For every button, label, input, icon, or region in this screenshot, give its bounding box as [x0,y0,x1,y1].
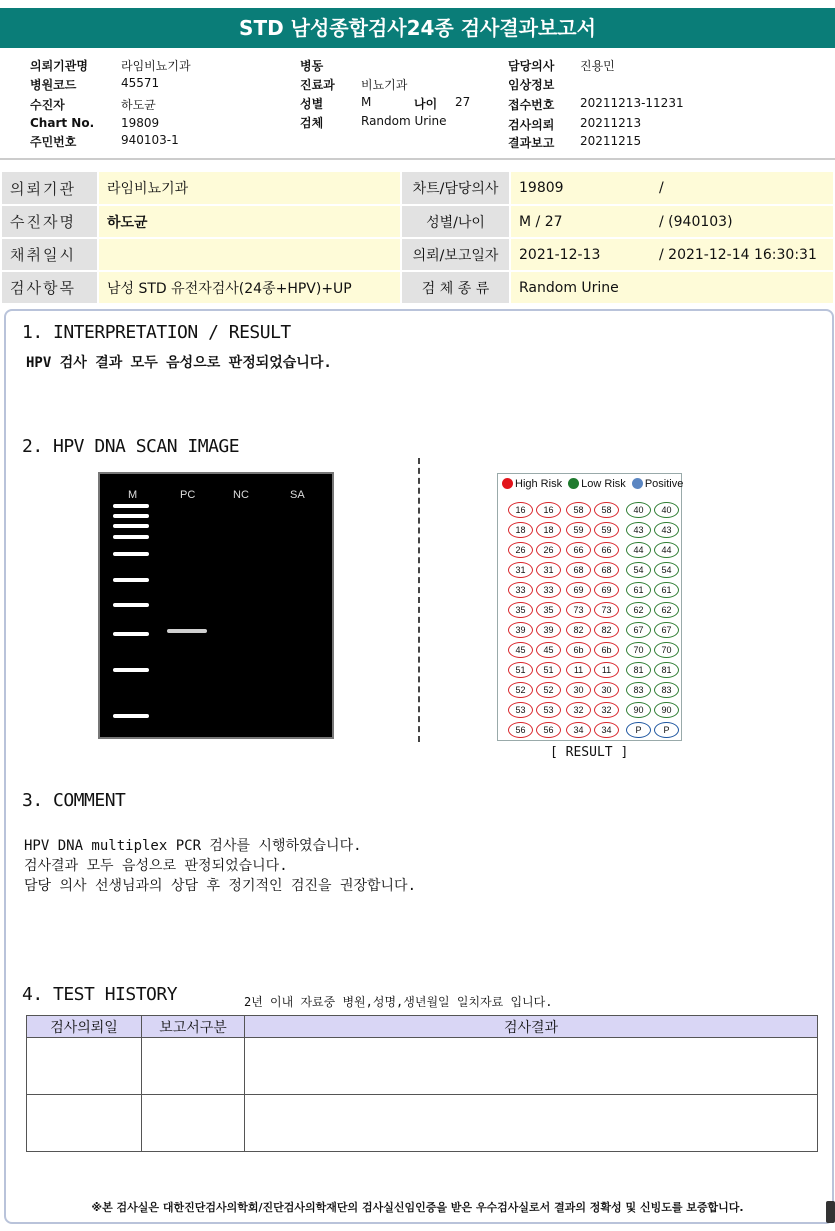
header-label: 검체 [300,116,324,130]
probe-oval: 69 [594,582,619,598]
comment-block [24,836,416,896]
header-value: 20211213-11231 [580,96,684,110]
probe-oval: 82 [594,622,619,638]
ladder-band [113,578,149,582]
divider-dashed [418,458,420,742]
section-title-history: 4. TEST HISTORY [22,984,178,1005]
probe-oval: 31 [536,562,561,578]
probe-oval: 32 [566,702,591,718]
comment-line: 담당 의사 선생님과의 상담 후 정기적인 검진을 권장합니다. [24,878,417,894]
gel-lane-label: PC [180,489,196,501]
probe-oval: 81 [626,662,651,678]
info-value: 라임비뇨기과 [98,172,401,205]
header-label: 담당의사 [508,59,555,73]
header-label: 병동 [300,59,324,73]
table-row [27,1095,818,1152]
probe-oval: 51 [508,662,533,678]
info-value [510,238,833,271]
high-risk-dot-icon [502,478,513,489]
probe-oval: 73 [594,602,619,618]
probe-oval: 30 [594,682,619,698]
history-header: 검사의뢰일 [27,1016,142,1038]
ladder-band [113,535,149,539]
low-risk-dot-icon [568,478,579,489]
probe-oval: 31 [508,562,533,578]
probe-oval: 56 [536,722,561,738]
probe-oval: 43 [654,522,679,538]
probe-oval: 53 [508,702,533,718]
probe-oval: 83 [654,682,679,698]
probe-oval: 67 [626,622,651,638]
info-value [510,205,833,238]
info-key: 성별/나이 [401,205,510,238]
header-value: Random Urine [361,114,447,128]
info-value-part: M / 27 [519,213,563,230]
probe-oval: 43 [626,522,651,538]
probe-oval: 34 [566,722,591,738]
probe-oval: 54 [626,562,651,578]
comment-line: HPV DNA multiplex PCR 검사를 시행하였습니다. [24,838,362,854]
legend-low: Low Risk [581,478,626,490]
header-label: 접수번호 [508,98,555,112]
info-value-part: / [659,180,664,196]
header-label: 진료과 [300,78,335,92]
report-title: STD 남성종합검사24종 검사결과보고서 [0,8,835,48]
info-value [98,238,401,271]
probe-oval: 6b [566,642,591,658]
probe-oval: 33 [508,582,533,598]
ladder-band [113,603,149,607]
probe-oval: 34 [594,722,619,738]
info-value-part: 19809 [519,180,564,196]
probe-oval: 52 [536,682,561,698]
header-label: 결과보고 [508,136,555,150]
ladder-band [113,552,149,556]
info-value: 남성 STD 유전자검사(24종+HPV)+UP [98,271,401,304]
history-header: 검사결과 [245,1016,818,1038]
header-divider [0,158,835,160]
info-key: 채취일시 [2,238,98,271]
info-value [510,271,833,304]
probe-oval: 18 [536,522,561,538]
probe-oval: 26 [536,542,561,558]
info-key: 검사항목 [2,271,98,304]
scrollbar-corner[interactable] [826,1201,835,1223]
header-value: 20211215 [580,134,642,148]
probe-oval: 16 [536,502,561,518]
probe-oval: 70 [654,642,679,658]
info-value: 하도균 [98,205,401,238]
probe-oval: 11 [566,662,591,678]
probe-oval: 30 [566,682,591,698]
probe-oval: 56 [508,722,533,738]
probe-oval: 66 [566,542,591,558]
probe-oval: P [654,722,679,738]
header-label: 나이 [414,97,438,111]
probe-oval: 61 [626,582,651,598]
probe-oval: 62 [626,602,651,618]
probe-oval: 59 [566,522,591,538]
probe-oval: 18 [508,522,533,538]
legend-high: High Risk [515,478,563,490]
legend-positive: Positive [644,478,684,490]
probe-oval: 33 [536,582,561,598]
probe-oval: 26 [508,542,533,558]
section-title-scan: 2. HPV DNA SCAN IMAGE [22,436,240,457]
probe-oval: 82 [566,622,591,638]
probe-oval: 11 [594,662,619,678]
comment-line: 검사결과 모두 음성으로 판정되었습니다. [24,858,288,874]
info-key: 의뢰기관 [2,172,98,205]
header-value: 45571 [121,76,160,90]
probe-oval: 35 [536,602,561,618]
header-label: 주민번호 [30,135,77,149]
ladder-band [113,514,149,518]
probe-oval: 44 [654,542,679,558]
info-key: 차트/담당의사 [401,172,510,205]
header-value: M [361,95,372,109]
test-history-table [26,1015,818,1152]
interpretation-text: HPV 검사 결과 모두 음성으로 판정되었습니다. [26,355,332,371]
ladder-band [113,524,149,528]
probe-oval: 67 [654,622,679,638]
probe-oval: 73 [566,602,591,618]
header-value: 라임비뇨기과 [121,59,191,73]
header-value: 비뇨기과 [361,78,408,92]
probe-oval: 45 [508,642,533,658]
probe-oval: 58 [566,502,591,518]
ladder-band [113,668,149,672]
probe-oval: 52 [508,682,533,698]
probe-oval: 66 [594,542,619,558]
patient-info-table [2,172,833,305]
probe-oval: 81 [654,662,679,678]
info-value-part: / (940103) [659,213,733,230]
header-label: Chart No. [30,116,95,130]
header-label: 의뢰기관명 [30,59,88,73]
pc-band [167,629,207,633]
positive-dot-icon [632,478,643,489]
gel-electrophoresis-image [100,474,332,737]
footer-note: ※본 검사실은 대한진단검사의학회/진단검사의학재단의 검사실신임인증을 받은 우수검사실로서 결과의 정확성 및 신빙도를 보증합니다. [91,1201,744,1214]
probe-oval: 58 [594,502,619,518]
info-value [510,172,833,205]
section-title-comment: 3. COMMENT [22,790,126,811]
info-key: 의뢰/보고일자 [401,238,510,271]
header-value: 20211213 [580,116,642,130]
info-value-part: 2021-12-13 [519,246,601,263]
header-value: 19809 [121,116,160,130]
probe-oval: 16 [508,502,533,518]
probe-oval: 70 [626,642,651,658]
history-header: 보고서구분 [142,1016,245,1038]
probe-oval: 62 [654,602,679,618]
probe-oval: P [626,722,651,738]
info-key: 검 체 종 류 [401,271,510,304]
probe-oval: 68 [566,562,591,578]
probe-oval: 45 [536,642,561,658]
hpv-scan-result-grid [497,473,682,741]
info-value-part: / 2021-12-14 16:30:31 [659,246,817,263]
section-title-interpretation: 1. INTERPRETATION / RESULT [22,322,291,343]
info-key: 수진자명 [2,205,98,238]
probe-oval: 61 [654,582,679,598]
probe-oval: 90 [654,702,679,718]
probe-oval: 39 [536,622,561,638]
probe-oval: 59 [594,522,619,538]
history-note: 2년 이내 자료중 병원,성명,생년월일 일치자료 입니다. [244,995,553,1009]
probe-oval: 53 [536,702,561,718]
info-value-part: Random Urine [519,279,619,296]
probe-oval: 44 [626,542,651,558]
probe-oval: 32 [594,702,619,718]
probe-oval: 35 [508,602,533,618]
scan-legend [502,478,683,490]
gel-lane-label: M [128,489,138,501]
header-label: 수진자 [30,98,65,112]
probe-oval: 51 [536,662,561,678]
probe-oval: 83 [626,682,651,698]
header-value: 하도균 [121,98,156,112]
gel-lane-label: SA [290,489,305,501]
header-label: 검사의뢰 [508,118,555,132]
header-value: 940103-1 [121,133,179,147]
header-label: 임상정보 [508,78,555,92]
probe-oval: 39 [508,622,533,638]
header-label: 성별 [300,97,324,111]
probe-oval: 40 [654,502,679,518]
header-value: 27 [455,95,471,109]
header-value: 진용민 [580,59,615,73]
gel-lane-label: NC [233,489,249,501]
header-label: 병원코드 [30,78,77,92]
ladder-band [113,632,149,636]
probe-oval: 68 [594,562,619,578]
probe-oval: 6b [594,642,619,658]
probe-oval: 90 [626,702,651,718]
table-row [27,1038,818,1095]
ladder-band [113,714,149,718]
probe-oval: 54 [654,562,679,578]
probe-oval: 40 [626,502,651,518]
ladder-band [113,504,149,508]
scan-result-caption: [ RESULT ] [550,745,629,760]
probe-oval: 69 [566,582,591,598]
